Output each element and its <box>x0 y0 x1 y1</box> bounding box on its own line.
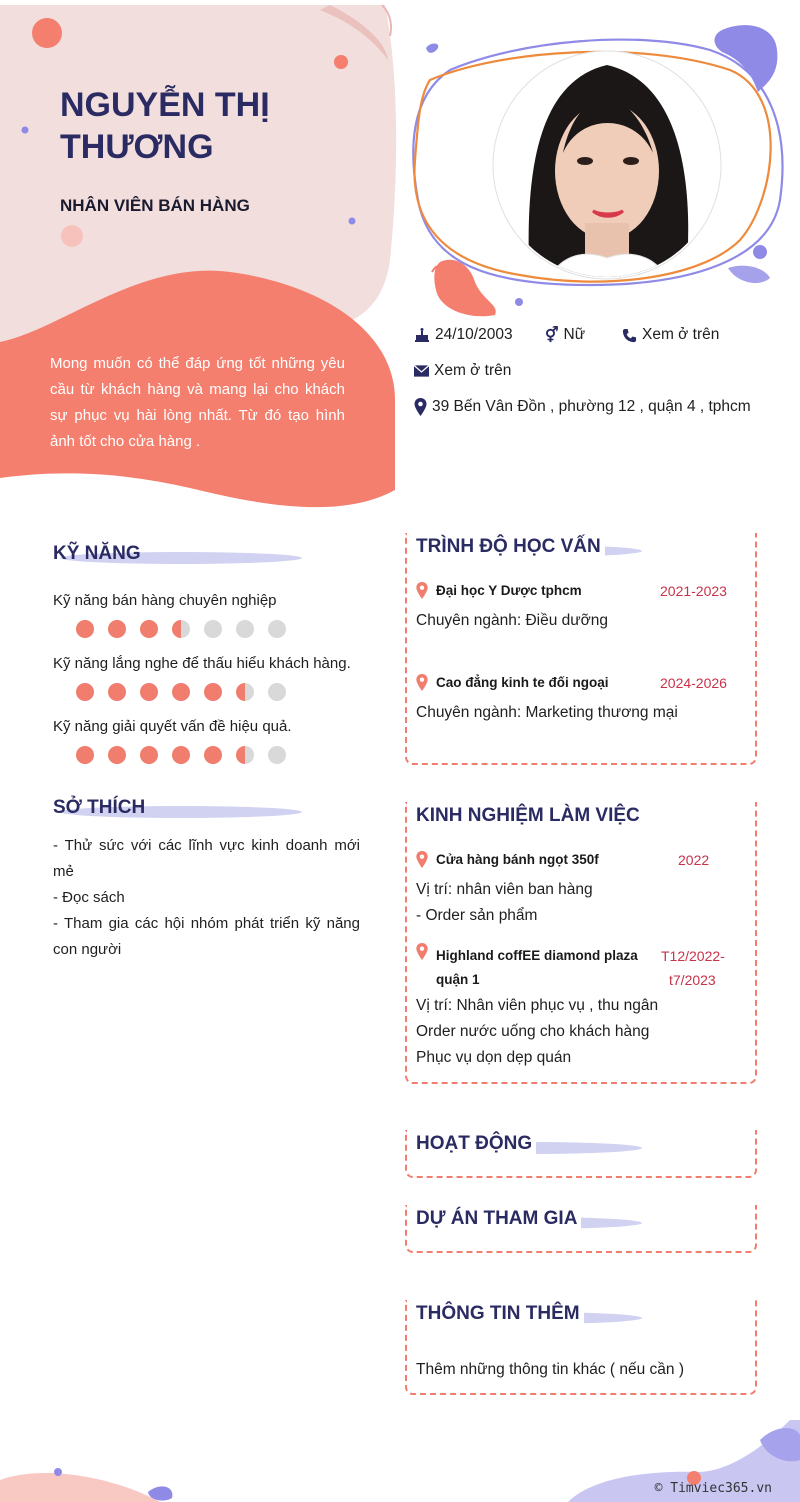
extra-info-heading: THÔNG TIN THÊM <box>416 1303 584 1325</box>
education-heading: TRÌNH ĐỘ HỌC VẤN <box>416 536 605 558</box>
rating-dot <box>204 620 222 638</box>
school-name: Cao đẳng kinh te đối ngoại <box>436 675 609 690</box>
rating-dot <box>140 746 158 764</box>
experience-heading: KINH NGHIỆM LÀM VIỆC <box>416 805 644 827</box>
company-name <box>436 944 638 992</box>
gender-icon: ⚥ <box>545 327 559 344</box>
rating-dot <box>140 683 158 701</box>
work-period <box>661 944 725 992</box>
phone-row <box>622 326 719 344</box>
hobby-item: - Tham gia các hội nhóm phát triển kỹ năng con người <box>53 915 360 958</box>
education-pin-icon <box>416 674 428 691</box>
work-period-line: t7/2023 <box>669 972 716 988</box>
address-value: 39 Bến Vân Đồn , phường 12 , quận 4 , tphcm <box>432 398 751 415</box>
skills-heading: KỸ NĂNG <box>53 543 141 564</box>
experience-pin-icon <box>416 943 428 960</box>
rating-dot <box>268 620 286 638</box>
gender-value: Nữ <box>563 326 586 343</box>
hobbies-list <box>53 833 360 963</box>
company-name: Cửa hàng bánh ngọt 350f <box>436 852 599 867</box>
skill-label-2: Kỹ năng lắng nghe để thấu hiểu khách hàng. <box>53 655 351 672</box>
birthday-row <box>414 326 513 344</box>
skill-label-3: Kỹ năng giải quyết vấn đề hiệu quả. <box>53 718 292 735</box>
hobby-item: - Đọc sách <box>53 889 125 906</box>
job-detail-line: Order nước uống cho khách hàng <box>416 1023 650 1040</box>
candidate-name: NGUYỄN THỊ THƯƠNG <box>60 86 270 166</box>
rating-dot <box>204 683 222 701</box>
rating-dot <box>172 683 190 701</box>
profile-photo <box>485 43 730 288</box>
rating-dot <box>172 746 190 764</box>
job-details <box>416 877 593 929</box>
rating-dot <box>236 620 254 638</box>
school-major: Chuyên ngành: Marketing thương mại <box>416 704 678 721</box>
rating-dot <box>108 683 126 701</box>
rating-dot <box>108 620 126 638</box>
skill-rating-3 <box>76 746 286 764</box>
job-title: NHÂN VIÊN BÁN HÀNG <box>60 196 250 215</box>
education-pin-icon <box>416 582 428 599</box>
job-detail-line: Phục vụ dọn dẹp quán <box>416 1049 572 1066</box>
job-detail-line: - Order sản phẩm <box>416 907 538 924</box>
footer-credit: © Timviec365.vn <box>654 1481 772 1496</box>
school-major: Chuyên ngành: Điều dưỡng <box>416 612 609 629</box>
phone-icon <box>622 328 637 343</box>
email-row <box>414 362 511 380</box>
rating-dot <box>108 746 126 764</box>
birthday-value: 24/10/2003 <box>435 326 513 343</box>
work-period: 2022 <box>678 852 710 868</box>
rating-dot <box>268 746 286 764</box>
email-value: Xem ở trên <box>434 362 512 379</box>
rating-dot <box>76 620 94 638</box>
envelope-icon <box>414 365 429 377</box>
activities-heading: HOẠT ĐỘNG <box>416 1133 536 1155</box>
skill-label-1: Kỹ năng bán hàng chuyên nghiệp <box>53 592 277 609</box>
hobbies-heading: SỞ THÍCH <box>53 797 146 818</box>
map-marker-icon <box>414 398 427 416</box>
rating-dot <box>268 683 286 701</box>
school-years: 2024-2026 <box>660 675 727 691</box>
rating-dot <box>236 683 254 701</box>
skill-rating-1 <box>76 620 286 638</box>
phone-value: Xem ở trên <box>642 326 720 343</box>
cake-icon <box>414 327 430 343</box>
education-section <box>405 533 757 765</box>
rating-dot <box>204 746 222 764</box>
hobby-item: - Thử sức với các lĩnh vực kinh doanh mới mẻ <box>53 837 360 880</box>
experience-pin-icon <box>416 851 428 868</box>
job-detail-line: Vị trí: nhân viên ban hàng <box>416 881 593 898</box>
school-years: 2021-2023 <box>660 583 727 599</box>
job-details <box>416 993 658 1071</box>
rating-dot <box>76 683 94 701</box>
career-objective: Mong muốn có thể đáp ứng tốt những yêu cầu từ khách hàng và mang lại cho khách sự phục vụ hài lòng nhất. Từ đó tạo hình ảnh tốt cho cửa hàng . <box>50 355 345 450</box>
rating-dot <box>140 620 158 638</box>
company-name-line: Highland coffEE diamond plaza <box>436 948 638 963</box>
extra-info-text: Thêm những thông tin khác ( nếu cần ) <box>416 1361 685 1378</box>
rating-dot <box>76 746 94 764</box>
work-period-line: T12/2022- <box>661 948 725 964</box>
skill-rating-2 <box>76 683 286 701</box>
gender-row <box>545 326 585 344</box>
rating-dot <box>236 746 254 764</box>
address-row <box>414 398 751 416</box>
rating-dot <box>172 620 190 638</box>
job-detail-line: Vị trí: Nhân viên phục vụ , thu ngân <box>416 997 659 1014</box>
company-name-line: quận 1 <box>436 972 480 987</box>
projects-heading: DỰ ÁN THAM GIA <box>416 1208 581 1230</box>
school-name: Đại học Y Dược tphcm <box>436 583 582 598</box>
